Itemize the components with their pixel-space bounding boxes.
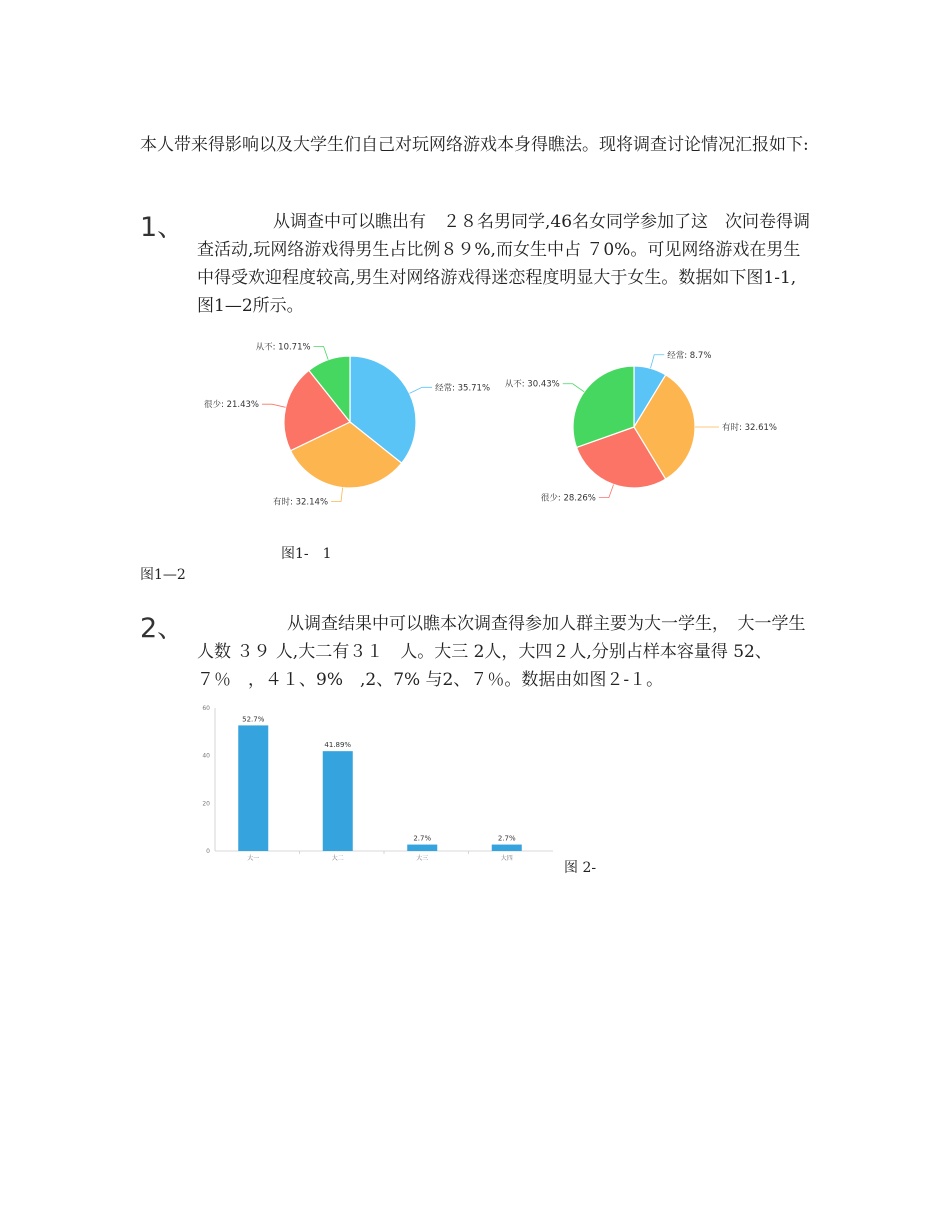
pie1-label-0: 经常: 35.71% <box>435 383 491 394</box>
pie1-label-2: 很少: 21.43% <box>204 400 260 411</box>
bar-category-label-3: 大四 <box>500 855 513 862</box>
bar-ytick-0: 0 <box>206 848 210 855</box>
pie1-leader-0 <box>409 387 432 393</box>
pie1-leader-3 <box>314 346 329 359</box>
pie1-label-1: 有时: 32.14% <box>273 497 329 508</box>
pie2-leader-2 <box>599 484 614 497</box>
bar-category-label-1: 大二 <box>331 855 344 862</box>
section-number-2: 2、 <box>140 613 185 644</box>
pie1-leader-2 <box>262 404 286 407</box>
bar-3 <box>492 845 522 851</box>
intro-paragraph: 本人带来得影响以及大学生们自己对玩网络游戏本身得瞧法。现将调查讨论情况汇报如下: <box>140 135 809 155</box>
section-2-paragraph: 从调查结果中可以瞧本次调查得参加人群主要为大一学生， 大一学生人数 ３９ 人,大二有３１ 人。大三 2人，大四２人,分别占样本容量得 52、７％ ，４１、9% ,2、7% 与2、７％。数据由如图２-１。 <box>197 614 806 690</box>
figure-caption-2-1: 图 2- <box>564 860 597 876</box>
bar-value-label-2: 2.7% <box>413 834 432 843</box>
bar-category-label-2: 大三 <box>416 855 429 862</box>
pie1-label-3: 从不: 10.71% <box>255 342 311 353</box>
pie2-label-1: 有时: 32.61% <box>722 423 777 434</box>
section-number-1: 1、 <box>140 212 185 243</box>
bar-1 <box>323 751 353 851</box>
pie-chart-male <box>190 330 520 530</box>
pie2-label-2: 很少: 28.26% <box>540 493 596 504</box>
pie2-leader-3 <box>563 384 584 392</box>
bar-0 <box>238 725 268 851</box>
pie1-leader-1 <box>331 488 343 502</box>
bar-ytick-3: 60 <box>202 705 210 712</box>
bar-category-label-0: 大一 <box>247 855 260 862</box>
section-1-paragraph: 从调查中可以瞧出有 ２８名男同学,46名女同学参加了这 次问卷得调查活动,玩网络游戏得男生占比例８９%,而女生中占 ７0%。可见网络游戏在男生中得受欢迎程度较高,男生对网络游戏得迷恋程度明显大于女生。数据如下图1-1,图1—2所示。 <box>197 212 811 316</box>
bar-value-label-3: 2.7% <box>497 834 516 843</box>
bar-ytick-2: 40 <box>202 752 210 760</box>
bar-ytick-1: 20 <box>202 800 210 808</box>
pie-chart-female <box>500 330 820 530</box>
figure-caption-1-2: 图1—2 <box>140 567 186 583</box>
pie2-label-3: 从不: 30.43% <box>504 379 560 390</box>
bar-2 <box>407 845 437 851</box>
figure-caption-1-1: 图1- 1 <box>281 546 332 562</box>
bar-chart-grade <box>195 700 560 865</box>
pie2-label-0: 经常: 8.7% <box>667 350 712 361</box>
bar-value-label-1: 41.89% <box>324 741 352 750</box>
bar-value-label-0: 52.7% <box>242 715 265 724</box>
pie2-leader-0 <box>650 355 664 368</box>
